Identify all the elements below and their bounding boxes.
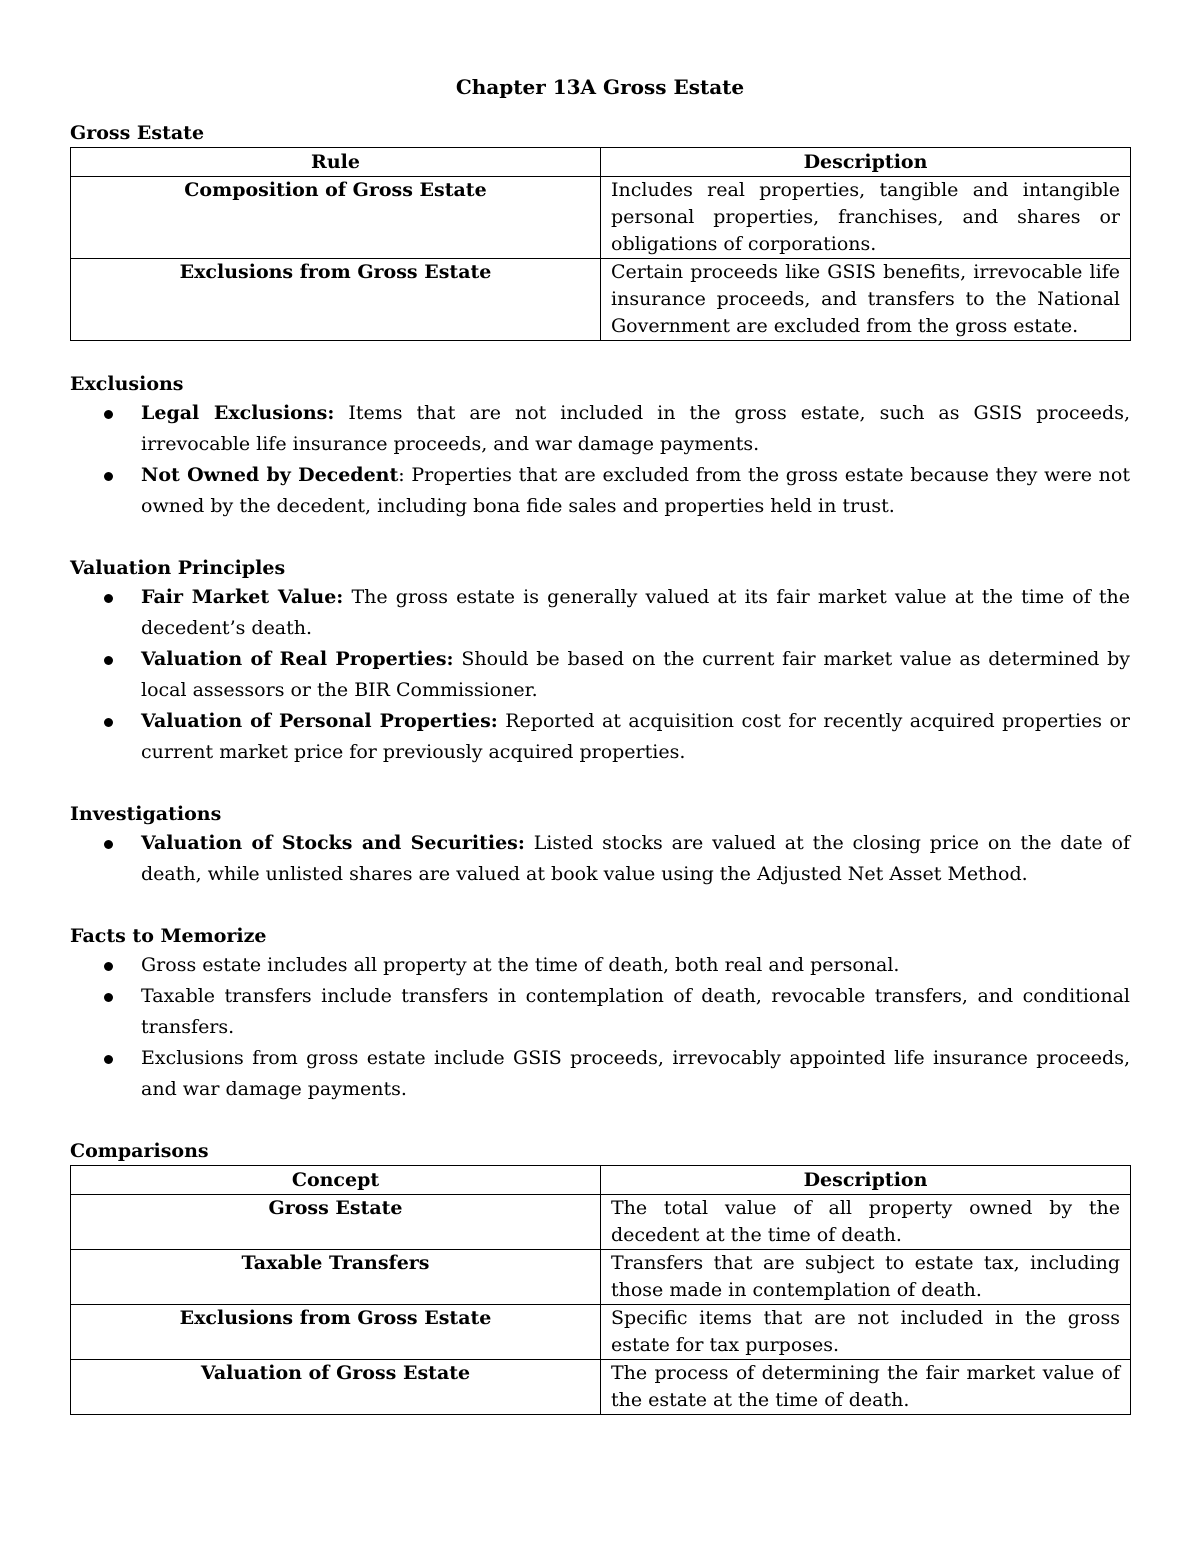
item-text: Should be based on the current fair market value as determined by local assessors or the BIR Commissioner. xyxy=(141,648,1130,701)
investigations-list xyxy=(70,828,1130,890)
bullet-icon xyxy=(104,472,113,481)
concept-cell: Gross Estate xyxy=(71,1195,601,1250)
document-page xyxy=(70,72,1130,1415)
item-text: Reported at acquisition cost for recently acquired properties or current market price for previously acquired properties. xyxy=(141,710,1130,763)
item-text: Items that are not included in the gross estate, such as GSIS proceeds, irrevocable life insurance proceeds, and war damage payments. xyxy=(141,402,1130,455)
table-row xyxy=(71,259,1131,341)
concept-cell: Taxable Transfers xyxy=(71,1250,601,1305)
concept-cell: Exclusions from Gross Estate xyxy=(71,1305,601,1360)
comparisons-table xyxy=(70,1165,1131,1415)
table-row xyxy=(71,1195,1131,1250)
table-header-row xyxy=(71,148,1131,177)
bullet-icon xyxy=(104,993,113,1002)
list-item xyxy=(70,981,1130,1043)
item-text: The gross estate is generally valued at its fair market value at the time of the decedent’s death. xyxy=(141,586,1131,639)
list-item xyxy=(70,398,1130,460)
investigations-heading: Investigations xyxy=(70,803,222,825)
item-text: Exclusions from gross estate include GSIS proceeds, irrevocably appointed life insurance proceeds, and war damage payments. xyxy=(141,1047,1130,1100)
table-row xyxy=(71,1360,1131,1415)
page-title: Chapter 13A Gross Estate xyxy=(455,75,745,99)
item-term: Legal Exclusions: xyxy=(141,402,335,424)
item-text: Gross estate includes all property at the time of death, both real and personal. xyxy=(141,954,900,976)
bullet-icon xyxy=(104,962,113,971)
bullet-icon xyxy=(104,594,113,603)
table-header-row xyxy=(71,1166,1131,1195)
facts-heading: Facts to Memorize xyxy=(70,925,267,947)
description-cell: The process of determining the fair market value of the estate at the time of death. xyxy=(601,1360,1131,1415)
table-row xyxy=(71,1305,1131,1360)
list-item xyxy=(70,706,1130,768)
valuation-list xyxy=(70,582,1130,768)
exclusions-list xyxy=(70,398,1130,522)
item-term: Not Owned by Decedent xyxy=(141,464,399,486)
column-header-description: Description xyxy=(601,148,1131,177)
bullet-icon xyxy=(104,1055,113,1064)
table-row xyxy=(71,1250,1131,1305)
gross-estate-table xyxy=(70,147,1131,341)
exclusions-heading: Exclusions xyxy=(70,373,184,395)
rule-cell: Composition of Gross Estate xyxy=(71,177,601,259)
list-item xyxy=(70,950,1130,981)
bullet-icon xyxy=(104,840,113,849)
list-item xyxy=(70,582,1130,644)
description-cell: Includes real properties, tangible and intangible personal properties, franchises, and shares or obligations of corporations. xyxy=(601,177,1131,259)
bullet-icon xyxy=(104,656,113,665)
bullet-icon xyxy=(104,410,113,419)
column-header-concept: Concept xyxy=(71,1166,601,1195)
gross-estate-heading: Gross Estate xyxy=(70,122,205,144)
description-cell: Specific items that are not included in the gross estate for tax purposes. xyxy=(601,1305,1131,1360)
item-term: Valuation of Real Properties: xyxy=(141,648,454,670)
comparisons-heading: Comparisons xyxy=(70,1140,209,1162)
item-text: Listed stocks are valued at the closing price on the date of death, while unlisted shares are valued at book value using the Adjusted Net Asset Method. xyxy=(141,832,1130,885)
valuation-heading: Valuation Principles xyxy=(70,557,286,579)
item-term: Fair Market Value: xyxy=(141,586,344,608)
item-text: : Properties that are excluded from the gross estate because they were not owned by the decedent, including bona fide sales and properties held in trust. xyxy=(141,464,1130,517)
table-row xyxy=(71,177,1131,259)
rule-cell: Exclusions from Gross Estate xyxy=(71,259,601,341)
list-item xyxy=(70,644,1130,706)
description-cell: Transfers that are subject to estate tax, including those made in contemplation of death. xyxy=(601,1250,1131,1305)
description-cell: Certain proceeds like GSIS benefits, irrevocable life insurance proceeds, and transfers to the National Government are excluded from the gross estate. xyxy=(601,259,1131,341)
bullet-icon xyxy=(104,718,113,727)
list-item xyxy=(70,460,1130,522)
column-header-rule: Rule xyxy=(71,148,601,177)
column-header-description: Description xyxy=(601,1166,1131,1195)
item-term: Valuation of Stocks and Securities: xyxy=(141,832,525,854)
facts-list xyxy=(70,950,1130,1105)
description-cell: The total value of all property owned by the decedent at the time of death. xyxy=(601,1195,1131,1250)
list-item xyxy=(70,1043,1130,1105)
item-term: Valuation of Personal Properties: xyxy=(141,710,498,732)
list-item xyxy=(70,828,1130,890)
concept-cell: Valuation of Gross Estate xyxy=(71,1360,601,1415)
item-text: Taxable transfers include transfers in contemplation of death, revocable transfers, and conditional transfers. xyxy=(141,985,1130,1038)
